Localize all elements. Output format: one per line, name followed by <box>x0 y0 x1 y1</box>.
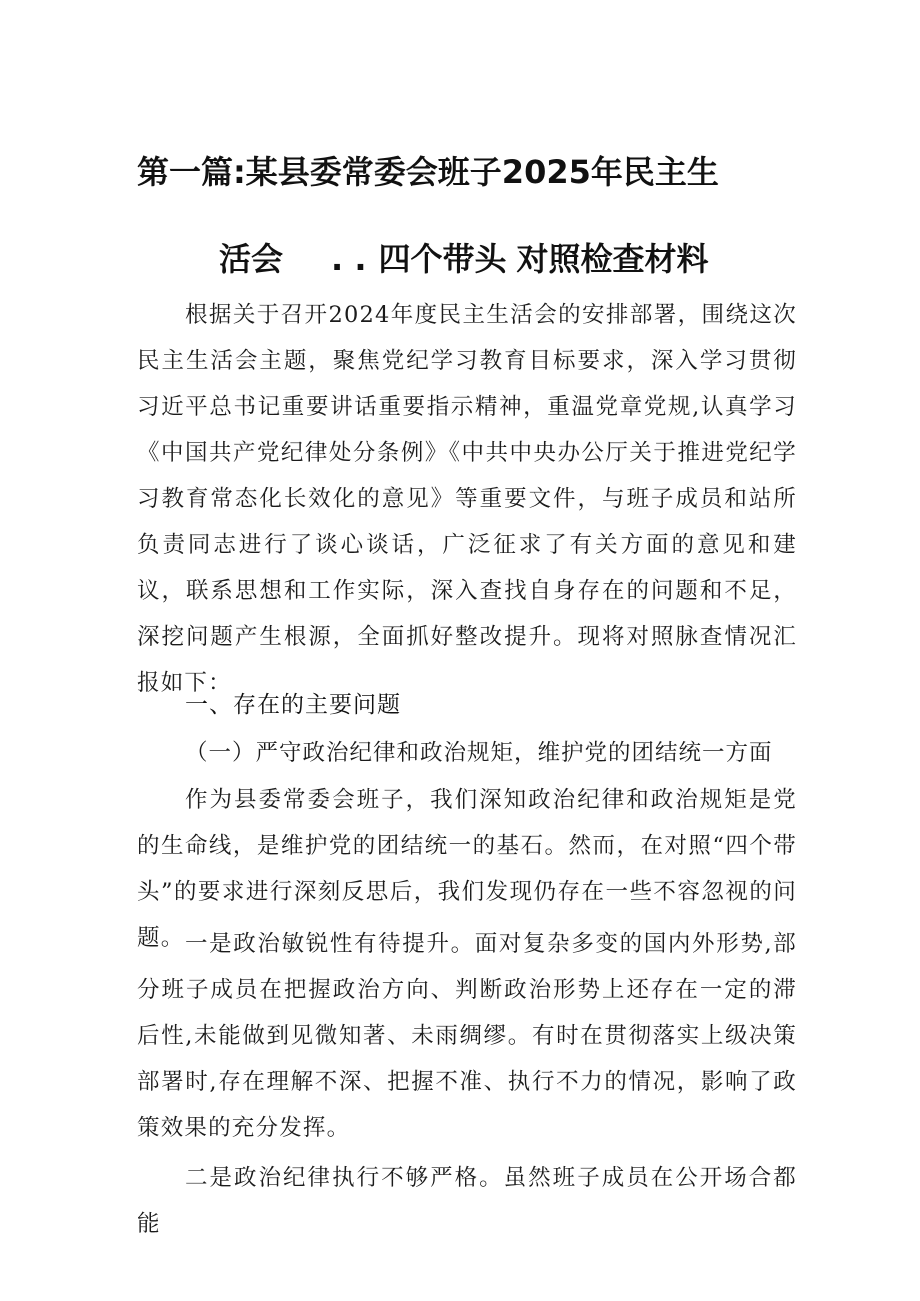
point-two-paragraph: 二是政治纪律执行不够严格。虽然班子成员在公开场合都能 <box>137 1165 797 1237</box>
title-text-2a: 活会 <box>219 240 284 278</box>
intro-paragraph: 根据关于召开2024年度民主生活会的安排部署，围绕这次民主生活会主题，聚焦党纪学习教育目标要求，深入学习贯彻习近平总书记重要讲话重要指示精神，重温党章党规,认真学习《中国共产党纪律处分条例》《中共中央办公厅关于推进党纪学习教育常态化长效化的意见》等重要文件，与班子成员和站所负责同志进行了谈心谈话，广泛征求了有关方面的意见和建议，联系思想和工作实际，深入查找自身存在的问题和不足，深挖问题产生根源，全面抓好整改提升。现将对照脉查情况汇报如下： <box>137 302 797 696</box>
title-text-1: 第一篇:某县委常委会班子2025年民主生 <box>137 153 719 191</box>
section-heading: 一、存在的主要问题 <box>185 692 401 718</box>
subsection-heading: （一）严守政治纪律和政治规矩，维护党的团结统一方面 <box>185 740 773 766</box>
point-one-paragraph: 一是政治敏锐性有待提升。面对复杂多变的国内外形势,部分班子成员在把握政治方向、判断政治形势上还存在一定的滞后性,未能做到见微知著、未雨绸缪。有时在贯彻落实上级决策部署时,存在理解不深、把握不准、执行不力的情况，影响了政策效果的充分发挥。 <box>137 931 797 1141</box>
title-text-2c: 对照检查材料 <box>516 240 709 278</box>
title-text-2b: 四个带头 <box>378 240 507 278</box>
subsection-paragraph: 作为县委常委会班子，我们深知政治纪律和政治规矩是党的生命线，是维护党的团结统一的基石。然而，在对照“四个带头”的要求进行深刻反思后，我们发现仍存在一些不容忽视的问题。 <box>137 787 797 951</box>
title-dots: . . <box>331 240 367 278</box>
document-title-line-1 <box>137 152 719 192</box>
document-title-line-2 <box>219 239 709 279</box>
